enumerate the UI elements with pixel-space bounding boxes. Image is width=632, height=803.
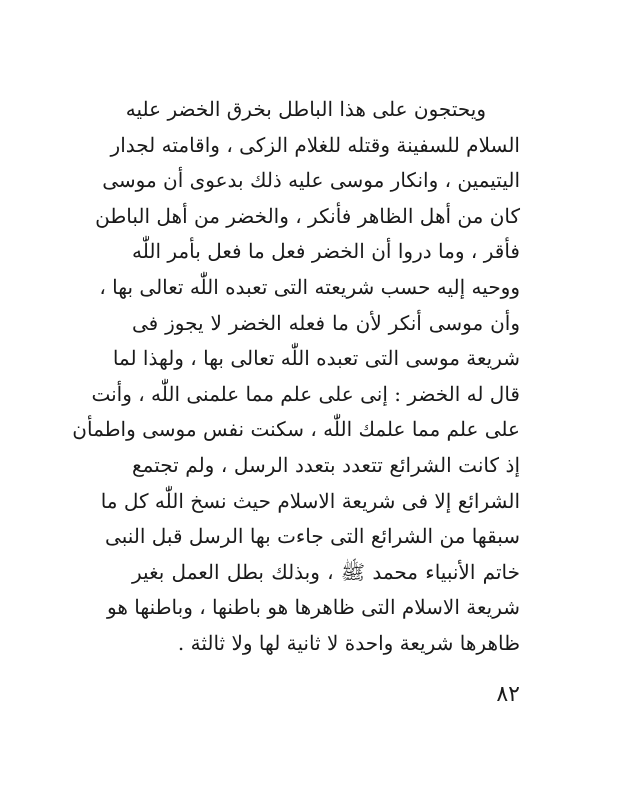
text-line-2: السلام للسفينة وقتله للغلام الزكى ، واقامته لجدار bbox=[110, 132, 520, 157]
text-line-9: قال له الخضر : إنى على علم مما علمنى اللّٰه ، وأنت bbox=[91, 381, 520, 406]
text-line-10: على علم مما علمك اللّٰه ، سكنت نفس موسى واطمأن bbox=[72, 417, 520, 442]
body-text bbox=[72, 92, 520, 662]
text-line-16: ظاهرها شريعة واحدة لا ثانية لها ولا ثالثة . bbox=[177, 630, 520, 655]
text-line-13: سبقها من الشرائع التى جاءت بها الرسل قبل النبى bbox=[105, 524, 520, 549]
text-line-14: خاتم الأنبياء محمد ﷺ ، وبذلك بطل العمل بغير bbox=[132, 559, 520, 584]
text-line-8: شريعة موسى التى تعبده اللّٰه تعالى بها ، ولهذا لما bbox=[112, 346, 520, 371]
text-line-4: كان من أهل الظاهر فأنكر ، والخضر من أهل الباطن bbox=[95, 203, 520, 228]
text-line-7: وأن موسى أنكر لأن ما فعله الخضر لا يجوز فى bbox=[132, 310, 520, 335]
text-line-6: ووحيه إليه حسب شريعته التى تعبده اللّٰه تعالى بها ، bbox=[99, 274, 520, 299]
text-line-1: ويحتجون على هذا الباطل بخرق الخضر عليه bbox=[125, 97, 486, 121]
text-line-12: الشرائع إلا فى شريعة الاسلام حيث نسخ اللّٰه كل ما bbox=[100, 488, 520, 513]
page-number: ٨٢ bbox=[496, 682, 520, 707]
text-line-15: شريعة الاسلام التى ظاهرها هو باطنها ، وباطنها هو bbox=[107, 595, 520, 620]
text-line-5: فأقر ، وما دروا أن الخضر فعل ما فعل بأمر اللّٰه bbox=[132, 239, 520, 264]
text-line-3: اليتيمين ، وانكار موسى عليه ذلك بدعوى أن موسى bbox=[102, 168, 520, 193]
text-line-11: إذ كانت الشرائع تتعدد بتعدد الرسل ، ولم تجتمع bbox=[132, 452, 520, 477]
